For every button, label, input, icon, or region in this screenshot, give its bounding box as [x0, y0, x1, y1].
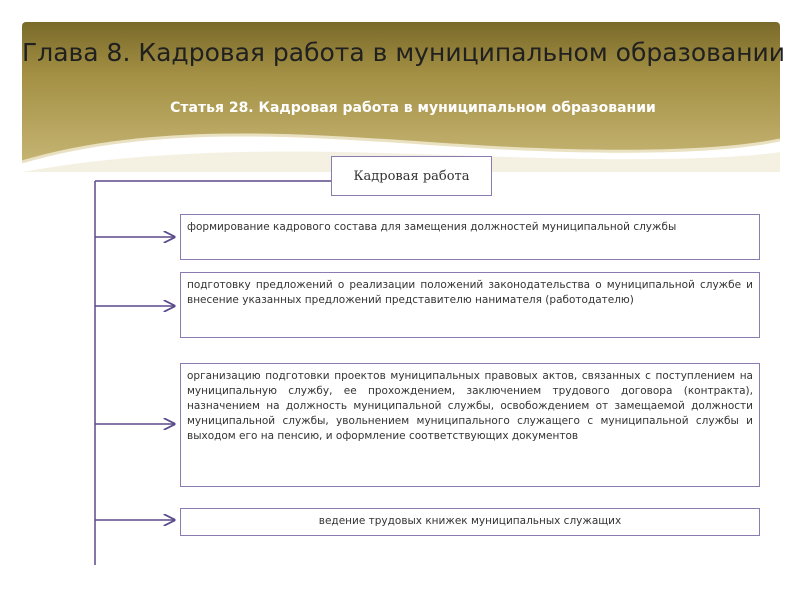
diagram-node-1: формирование кадрового состава для замещения должностей муниципальной службы	[180, 214, 760, 260]
page-title: Глава 8. Кадровая работа в муниципальном образовании	[22, 38, 786, 67]
diagram-node-3: организацию подготовки проектов муниципальных правовых актов, связанных с поступлением на муниципальную службу, ее прохождением, заключением трудового договора (контракта), назначением на должность муниципальной службы, освобождением от замещаемой должности муниципальной службы, увольнением муниципального служащего с муниципальной службы и выходом его на пенсию, и оформление соответствующих документов	[180, 363, 760, 487]
diagram-node-4: ведение трудовых книжек муниципальных служащих	[180, 508, 760, 536]
diagram-node-2: подготовку предложений о реализации положений законодательства о муниципальной службе и внесение указанных предложений представителю нанимателя (работодателю)	[180, 272, 760, 338]
root-node: Кадровая работа	[331, 156, 492, 196]
page-subtitle: Статья 28. Кадровая работа в муниципальном образовании	[170, 100, 656, 116]
